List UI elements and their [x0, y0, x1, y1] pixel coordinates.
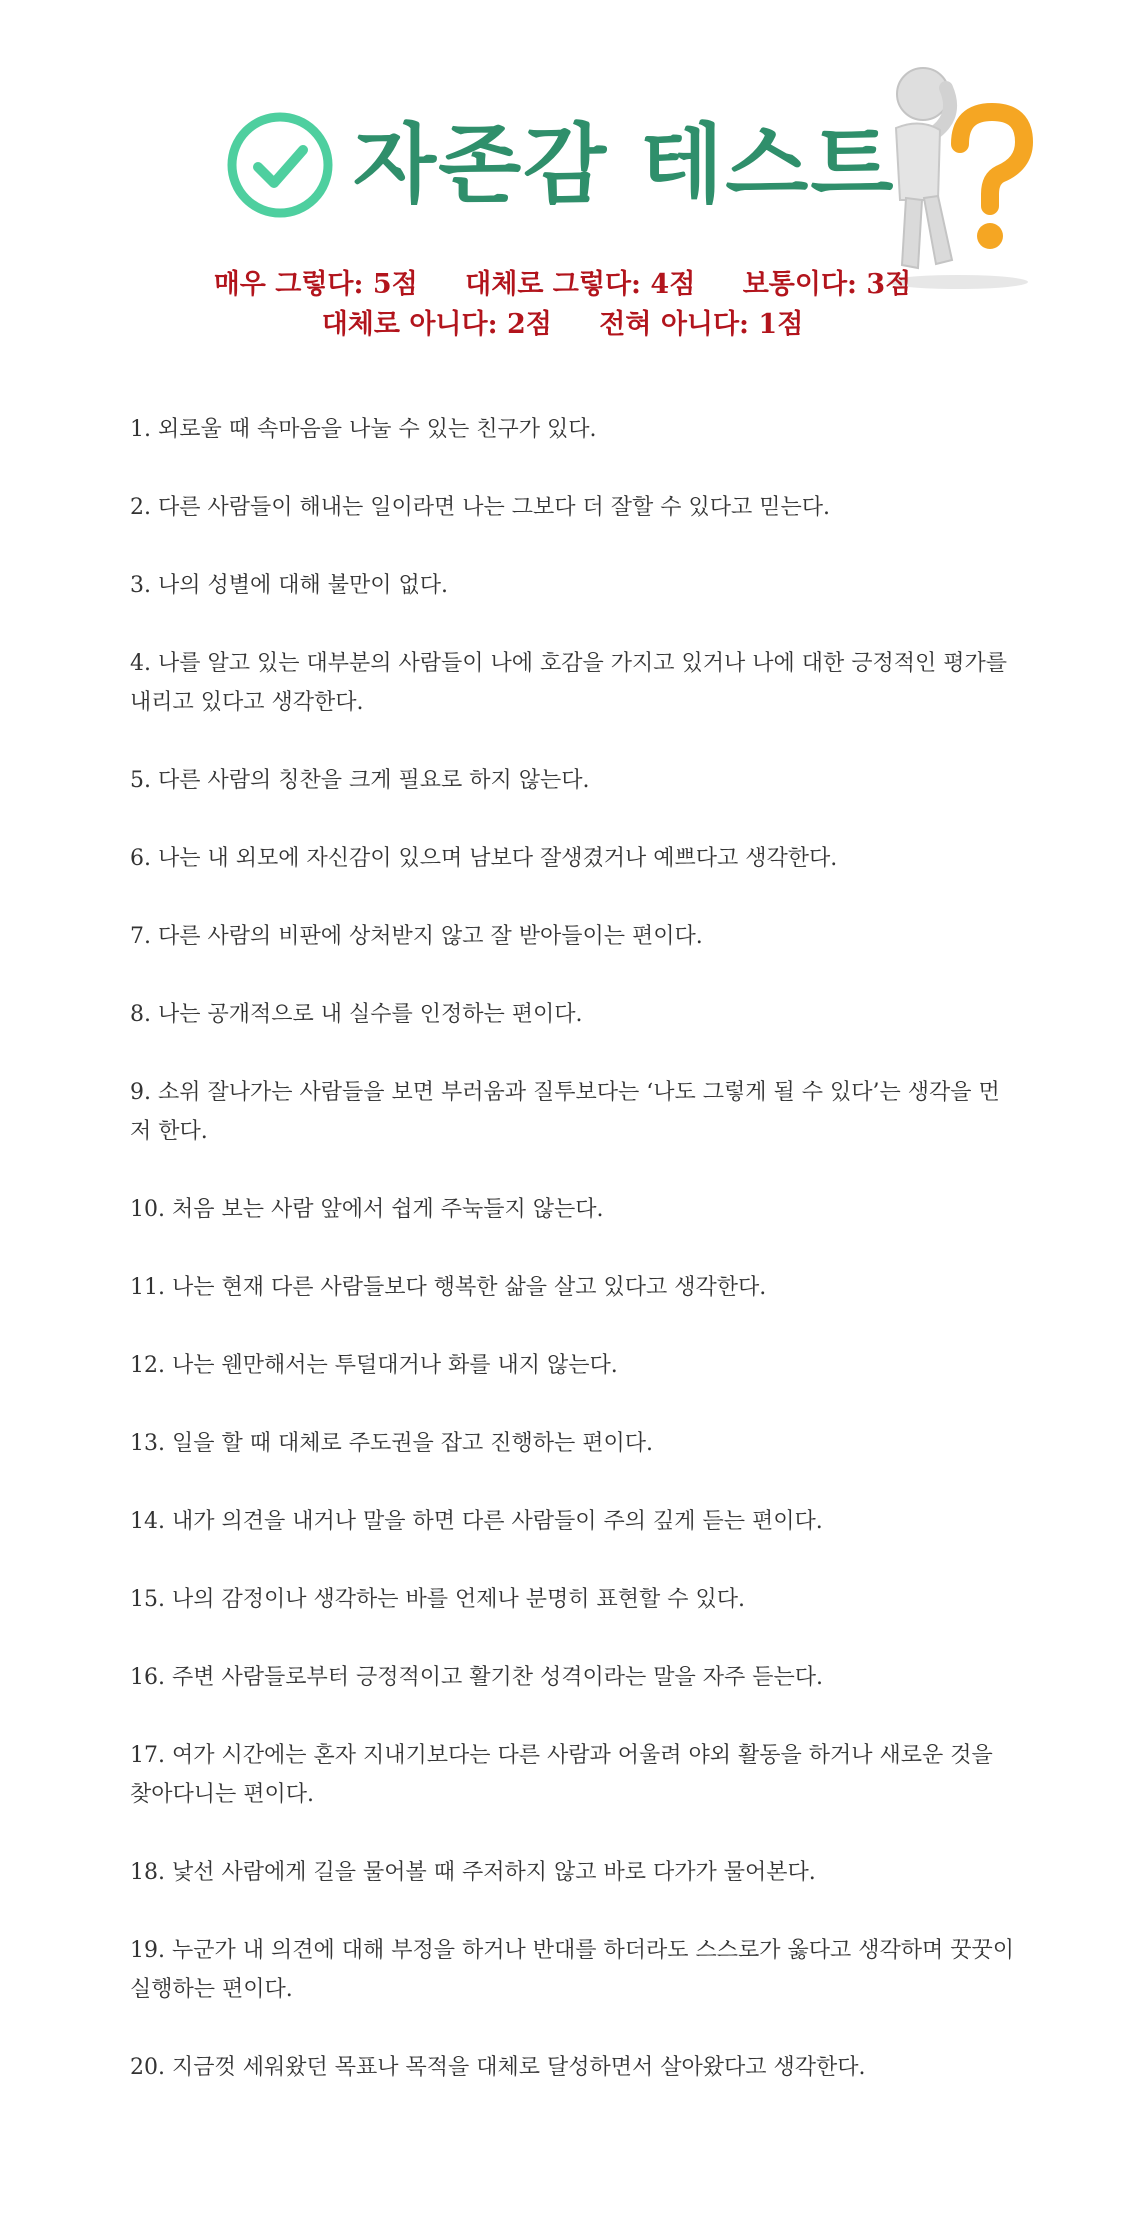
question-item: 4. 나를 알고 있는 대부분의 사람들이 나에 호감을 가지고 있거나 나에 대한 긍정적인 평가를 내리고 있다고 생각한다.	[130, 651, 1007, 715]
scale-item: 보통이다: 3점	[742, 269, 912, 300]
thinking-person-question-mark-icon	[868, 60, 1038, 290]
scale-item: 대체로 아니다: 2점	[321, 309, 552, 340]
scale-line-2	[0, 302, 1125, 341]
title-row	[225, 105, 895, 225]
question-item: 8. 나는 공개적으로 내 실수를 인정하는 편이다.	[130, 1002, 583, 1027]
question-item: 17. 여가 시간에는 혼자 지내기보다는 다른 사람과 어울려 야외 활동을 하거나 새로운 것을 찾아다니는 편이다.	[130, 1743, 993, 1807]
question-item: 3. 나의 성별에 대해 불만이 없다.	[130, 573, 448, 598]
question-item: 11. 나는 현재 다른 사람들보다 행복한 삶을 살고 있다고 생각한다.	[130, 1275, 767, 1300]
question-item: 10. 처음 보는 사람 앞에서 쉽게 주눅들지 않는다.	[130, 1197, 604, 1222]
scale-item: 전혀 아니다: 1점	[599, 309, 804, 340]
header	[0, 0, 1125, 340]
question-item: 2. 다른 사람들이 해내는 일이라면 나는 그보다 더 잘할 수 있다고 믿는다.	[130, 495, 830, 520]
question-item: 15. 나의 감정이나 생각하는 바를 언제나 분명히 표현할 수 있다.	[130, 1587, 745, 1612]
question-item: 19. 누군가 내 의견에 대해 부정을 하거나 반대를 하더라도 스스로가 옳다고 생각하며 꿋꿋이 실행하는 편이다.	[130, 1938, 1014, 2002]
question-item: 16. 주변 사람들로부터 긍정적이고 활기찬 성격이라는 말을 자주 듣는다.	[130, 1665, 823, 1690]
check-circle-icon	[225, 110, 335, 220]
question-item: 7. 다른 사람의 비판에 상처받지 않고 잘 받아들이는 편이다.	[130, 924, 703, 949]
question-item: 14. 내가 의견을 내거나 말을 하면 다른 사람들이 주의 깊게 듣는 편이다.	[130, 1509, 823, 1534]
scale-item: 대체로 그렇다: 4점	[465, 269, 696, 300]
scale-line-1	[0, 262, 1125, 301]
question-item: 18. 낯선 사람에게 길을 물어볼 때 주저하지 않고 바로 다가가 물어본다.	[130, 1860, 816, 1885]
question-item: 5. 다른 사람의 칭찬을 크게 필요로 하지 않는다.	[130, 768, 590, 793]
question-item: 9. 소위 잘나가는 사람들을 보면 부러움과 질투보다는 ‘나도 그렇게 될 수 있다’는 생각을 먼저 한다.	[130, 1080, 1000, 1144]
scale-item: 매우 그렇다: 5점	[213, 269, 418, 300]
page-title: 자존감 테스트	[353, 115, 896, 215]
question-item: 20. 지금껏 세워왔던 목표나 목적을 대체로 달성하면서 살아왔다고 생각한다.	[130, 2055, 866, 2080]
question-list	[130, 410, 1020, 2126]
question-item: 1. 외로울 때 속마음을 나눌 수 있는 친구가 있다.	[130, 417, 597, 442]
question-item: 6. 나는 내 외모에 자신감이 있으며 남보다 잘생겼거나 예쁘다고 생각한다.	[130, 846, 838, 871]
question-item: 12. 나는 웬만해서는 투덜대거나 화를 내지 않는다.	[130, 1353, 618, 1378]
question-item: 13. 일을 할 때 대체로 주도권을 잡고 진행하는 편이다.	[130, 1431, 653, 1456]
